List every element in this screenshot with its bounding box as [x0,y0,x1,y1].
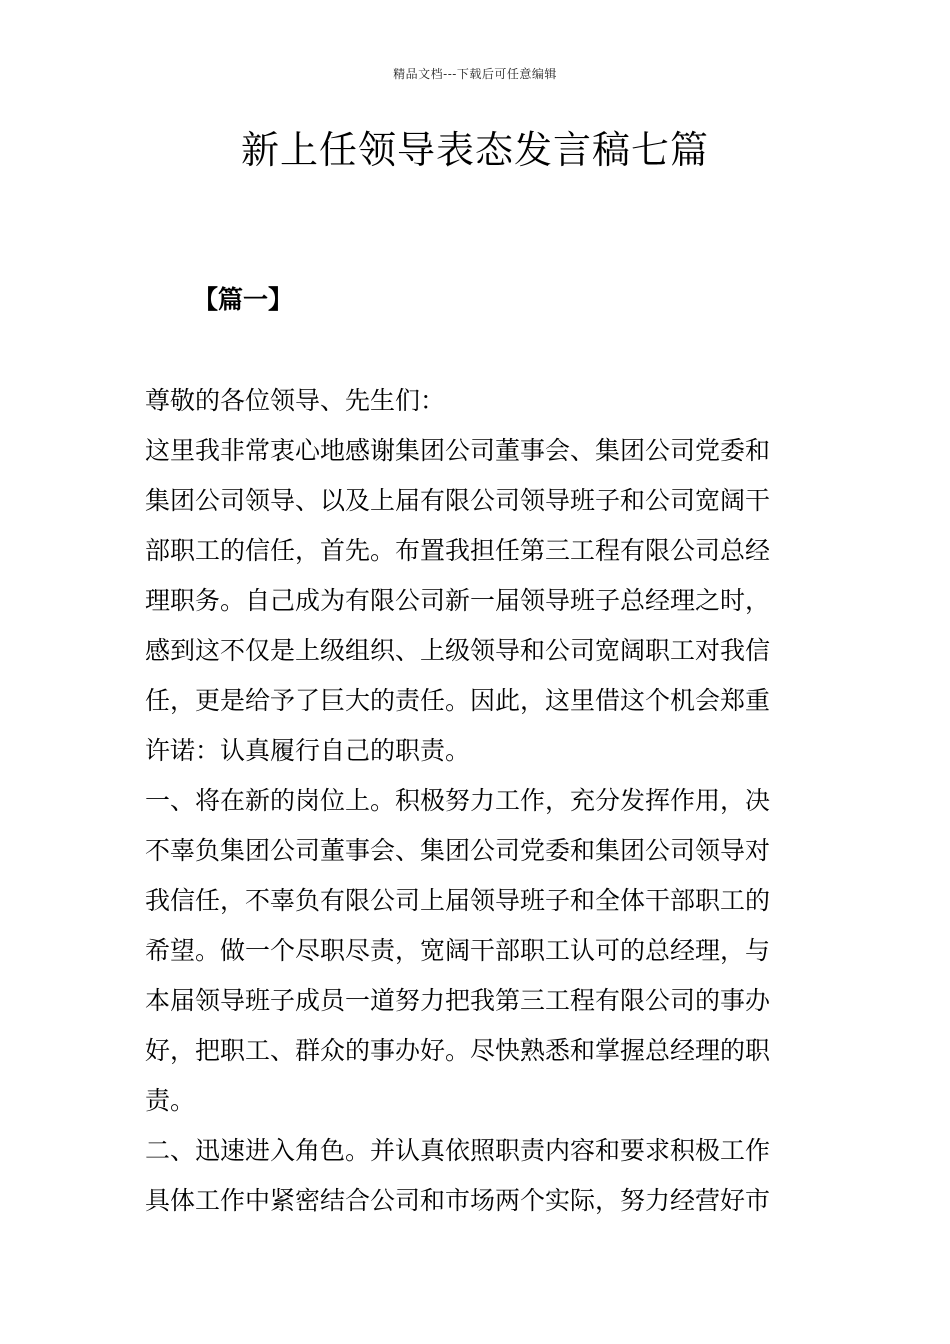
paragraph-line: 具体工作中紧密结合公司和市场两个实际，努力经营好市 [145,1186,771,1215]
paragraph-line: 集团公司领导、以及上届有限公司领导班子和公司宽阔干 [145,486,771,515]
body-text [145,376,825,1226]
paragraph-line: 感到这不仅是上级组织、上级领导和公司宽阔职工对我信 [145,636,771,665]
paragraph-line: 本届领导班子成员一道努力把我第三工程有限公司的事办 [145,986,771,1015]
paragraph-line: 许诺：认真履行自己的职责。 [145,736,471,765]
paragraph-line: 二、迅速进入角色。并认真依照职责内容和要求积极工作 [145,1136,771,1165]
paragraph-line: 希望。做一个尽职尽责，宽阔干部职工认可的总经理，与 [145,936,771,965]
paragraph-line: 一、将在新的岗位上。积极努力工作，充分发挥作用，决 [145,786,771,815]
greeting-line: 尊敬的各位领导、先生们： [145,386,446,415]
paragraph-line: 部职工的信任，首先。布置我担任第三工程有限公司总经 [145,536,771,565]
header-note: 精品文档---下载后可任意编辑 [393,67,557,81]
section-label: 【篇一】 [193,285,294,314]
paragraph-line: 这里我非常衷心地感谢集团公司董事会、集团公司党委和 [145,436,771,465]
paragraph-line: 理职务。自己成为有限公司新一届领导班子总经理之时， [145,586,771,615]
paragraph-line: 不辜负集团公司董事会、集团公司党委和集团公司领导对 [145,836,771,865]
paragraph-line: 任，更是给予了巨大的责任。因此，这里借这个机会郑重 [145,686,771,715]
paragraph-line: 好，把职工、群众的事办好。尽快熟悉和掌握总经理的职 [145,1036,771,1065]
document-title: 新上任领导表态发言稿七篇 [240,128,709,172]
paragraph-line: 我信任，不辜负有限公司上届领导班子和全体干部职工的 [145,886,771,915]
paragraph-line: 责。 [145,1086,196,1115]
